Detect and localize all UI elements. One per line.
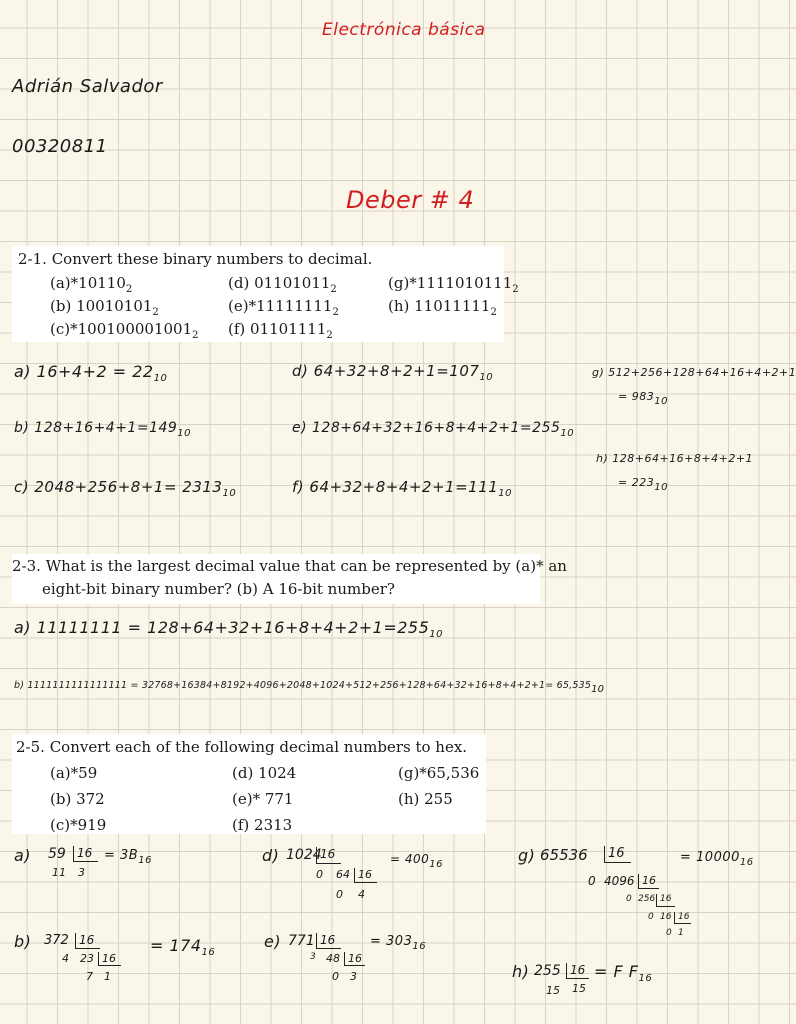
answer-2-5-a-label: a) — [14, 846, 32, 865]
answer-2-5-b-quotient2: 1 — [104, 970, 111, 983]
answer-2-5-b-quotient1: 23 — [80, 952, 94, 965]
student-name: Adrián Salvador — [12, 76, 163, 97]
option-2-5-a: (a)*59 — [50, 764, 98, 782]
option-a: $(a)*10110_2$ — [50, 274, 133, 295]
answer-2-5-d-quotient2: 4 — [358, 888, 365, 901]
answer-2-5-b-result: = $174_{16}$ — [150, 936, 216, 958]
option-2-5-d: (d) 1024 — [232, 764, 297, 782]
answer-2-5-h-label: h) — [512, 962, 530, 981]
answer-2-1-f: f) $64+32+8+4+2+1=111_{10}$ — [292, 478, 513, 499]
answer-2-5-g-divisor: 16 — [608, 846, 625, 861]
option-h: (h) $11011111_2$ — [388, 297, 497, 318]
option-2-5-f: (f) 2313 — [232, 816, 293, 834]
option-2-5-g: (g)*65,536 — [398, 764, 480, 782]
option-2-5-e: (e)* 771 — [232, 790, 294, 808]
answer-2-5-a-dividend: 59 — [48, 846, 66, 862]
answer-2-1-c: c) $2048+256+8+1= 2313_{10}$ — [14, 478, 237, 499]
answer-2-5-d-dividend: 1024 — [286, 847, 322, 863]
answer-2-3-b: b) 1111111111111111 = 32768+16384+8192+4096+2048+1024+512+256+128+64+32+16+8+4+2+1= 65,53510 — [14, 680, 605, 695]
answer-2-3-a: a) $11111111 = 128+64+32+16+8+4+2+1=255_{10}$ — [14, 618, 444, 640]
answer-2-5-g-quotient4: 1 — [678, 928, 684, 938]
answer-2-5-e-quotient1: 48 — [326, 952, 340, 965]
answer-2-5-a-divisor: 16 — [77, 846, 93, 860]
answer-2-5-g-quotient3: 16 — [660, 912, 672, 922]
answer-2-5-e-label: e) — [264, 932, 282, 951]
problem-2-3-box — [12, 554, 567, 604]
problem-2-1-question: 2-1. Convert these binary numbers to decimal. — [18, 250, 373, 268]
answer-2-5-h-dividend: 255 — [534, 963, 561, 979]
answer-2-5-b-label: b) — [14, 932, 32, 951]
answer-2-5-e-remainder1: 3 — [310, 952, 316, 962]
option-2-5-b: (b) 372 — [50, 790, 105, 808]
answer-2-5-d-remainder1: 0 — [316, 868, 323, 881]
answer-2-1-h-line1: h) 128+64+16+8+4+2+1 — [596, 452, 754, 465]
problem-2-5-box — [12, 734, 486, 834]
answer-2-5-e-remainder2: 0 — [332, 970, 339, 983]
answer-2-5-h-result: = F $F_{16}$ — [594, 962, 653, 984]
answer-2-5-g-quotient2: 256 — [638, 894, 656, 904]
answer-2-5-g-divisor2: 16 — [642, 874, 656, 887]
answer-2-5-e-dividend: 771 — [288, 933, 315, 949]
answer-2-5-b-remainder1: 4 — [62, 952, 69, 965]
answer-2-5-g-remainder2: 0 — [626, 894, 632, 904]
answer-2-1-g-line1: g) 512+256+128+64+16+4+2+1 — [592, 366, 796, 379]
option-e: $(e)*11111111_2$ — [228, 297, 339, 318]
answer-2-5-g-remainder3: 0 — [648, 912, 654, 922]
answer-2-5-g-divisor3: 16 — [660, 894, 672, 904]
answer-2-5-g-label: g) — [518, 846, 536, 865]
course-title: Electrónica básica — [322, 20, 486, 40]
answer-2-5-d-quotient1: 64 — [336, 868, 350, 881]
answer-2-5-g-divisor4: 16 — [678, 912, 690, 922]
answer-2-5-b-remainder2: 7 — [86, 970, 93, 983]
answer-2-1-d: d) $64+32+8+2+1=107_{10}$ — [292, 362, 494, 383]
answer-2-1-g-line2: = 98310 — [618, 390, 668, 407]
answer-2-1-e: e) $128+64+32+16+8+4+2+1=255_{10}$ — [292, 420, 575, 439]
answer-2-5-h-quotient: 15 — [572, 982, 586, 995]
answer-2-1-a: a) $16+4+2 = 22_{10}$ — [14, 362, 168, 384]
answer-2-5-g-result: = $10000_{16}$ — [680, 850, 754, 868]
answer-2-1-h-line2: = 22310 — [618, 476, 668, 493]
answer-2-5-e-result: = $303_{16}$ — [370, 934, 427, 952]
answer-2-5-d-divisor: 16 — [320, 847, 336, 861]
answer-2-5-g-remainder4: 0 — [666, 928, 672, 938]
assignment-title: Deber # 4 — [346, 186, 475, 214]
answer-2-5-g-dividend: 65536 — [540, 846, 588, 864]
answer-2-5-a-remainder: 11 — [52, 866, 66, 879]
problem-2-3-line2: eight-bit binary number? (b) A 16-bit number? — [42, 580, 395, 598]
answer-2-5-d-result: = $400_{16}$ — [390, 852, 444, 870]
option-2-5-c: (c)*919 — [50, 816, 107, 834]
answer-2-5-a-result: = $3B_{16}$ — [104, 848, 152, 866]
answer-2-5-a-quotient: 3 — [78, 866, 85, 879]
option-b: (b) $10010101_2$ — [50, 297, 159, 318]
problem-2-5-question: 2-5. Convert each of the following decimal numbers to hex. — [16, 738, 468, 756]
answer-2-5-h-remainder: 15 — [546, 984, 560, 997]
student-id: 00320811 — [12, 136, 108, 157]
answer-2-5-b-dividend: 372 — [44, 933, 69, 948]
option-f: (f) $01101111_2$ — [228, 320, 333, 341]
answer-2-5-b-divisor2: 16 — [102, 952, 116, 965]
answer-2-5-d-divisor2: 16 — [358, 868, 372, 881]
option-c: $(c)*100100001001_2$ — [50, 320, 199, 341]
problem-2-3-line1: 2-3. What is the largest decimal value that can be represented by (a)* an — [12, 557, 567, 575]
answer-2-5-e-quotient2: 3 — [350, 970, 357, 983]
problem-2-1-box — [12, 246, 519, 342]
answer-2-5-e-divisor2: 16 — [348, 952, 362, 965]
option-2-5-h: (h) 255 — [398, 790, 453, 808]
answer-2-5-d-remainder2: 0 — [336, 888, 343, 901]
option-g: $(g)*1111010111_2$ — [388, 274, 519, 295]
answer-2-5-e-divisor: 16 — [320, 933, 336, 947]
answer-2-5-g-remainder1: 0 — [588, 874, 596, 888]
answer-2-5-d-label: d) — [262, 846, 280, 865]
answer-2-1-b: b) $128+16+4+1=149_{10}$ — [14, 420, 192, 439]
answer-2-5-g-quotient1: 4096 — [604, 874, 635, 888]
answer-2-5-h-divisor: 16 — [570, 963, 586, 977]
option-d: (d) $01101011_2$ — [228, 274, 337, 295]
answer-2-5-b-divisor: 16 — [79, 933, 95, 947]
